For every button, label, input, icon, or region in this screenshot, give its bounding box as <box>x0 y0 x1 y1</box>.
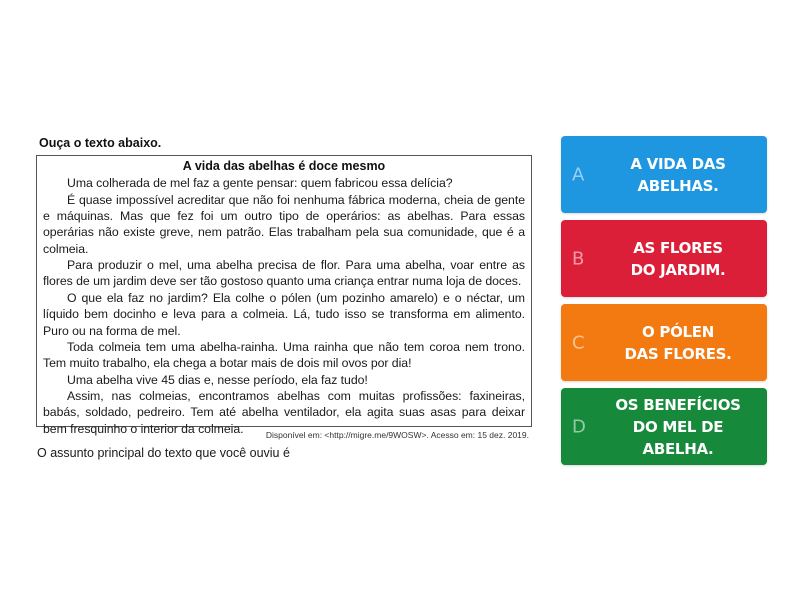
answer-letter: A <box>572 164 585 185</box>
passage-paragraph: Para produzir o mel, uma abelha precisa de flor. Para uma abelha, voar entre as flores de um jardim deve ser tão gostoso quanto uma criança entrar numa loja de doces. <box>43 258 525 289</box>
answer-label-line: OS BENEFÍCIOS <box>615 395 741 414</box>
passage-title: A vida das abelhas é doce mesmo <box>182 159 386 173</box>
answer-label-line: DO MEL DE <box>632 417 724 436</box>
answer-letter: D <box>572 416 586 437</box>
answer-letter: C <box>572 332 585 353</box>
answer-label-line: AS FLORES <box>633 238 723 257</box>
passage-paragraph: Uma colherada de mel faz a gente pensar: quem fabricou essa delícia? <box>67 176 453 191</box>
answer-option-d[interactable] <box>561 388 767 465</box>
question-text: O assunto principal do texto que você ouviu é <box>37 446 290 460</box>
answer-label-line: O PÓLEN <box>642 322 714 341</box>
answer-label <box>561 237 767 281</box>
passage-paragraph: Uma abelha vive 45 dias e, nesse período, ela faz tudo! <box>67 372 368 387</box>
answer-label-line: A VIDA DAS <box>630 154 726 173</box>
passage-paragraph: O que ela faz no jardim? Ela colhe o pólen (um pozinho amarelo) e o néctar, um líquido bem docinho e leva para a colmeia. Lá, tudo isso se transforma em alimento. Puro ou na forma de mel. <box>43 290 525 338</box>
answer-letter: B <box>572 248 585 269</box>
answer-option-c[interactable] <box>561 304 767 381</box>
answer-label-line: DAS FLORES. <box>624 344 732 363</box>
answer-label-line: ABELHAS. <box>637 176 719 195</box>
answer-label <box>561 321 767 365</box>
answer-label <box>561 394 767 460</box>
passage-paragraph: Toda colmeia tem uma abelha-rainha. Uma rainha que não tem coroa nem trono. Tem muito trabalho, ela chega a botar mais de dois mil ovos por dia! <box>43 339 525 371</box>
answer-label-line: ABELHA. <box>642 439 714 458</box>
passage-paragraph: Assim, nas colmeias, encontramos abelhas com muitas profissões: faxineiras, babás, soldado, pedreiro. Tem até abelha ventilador, ela agita suas asas para deixar bem fresquinho o interior da colmeia. <box>43 388 525 436</box>
answer-option-a[interactable] <box>561 136 767 213</box>
passage-paragraph: É quase impossível acreditar que não foi nenhuma fábrica moderna, cheia de gente e máquinas. Mas que fez foi um outro tipo de operários: as abelhas. Para essas operárias não existe greve, nem patrão. Elas trabalham pela sua comunidade, que é a colmeia. <box>43 192 525 256</box>
answer-label <box>561 153 767 197</box>
answer-option-b[interactable] <box>561 220 767 297</box>
passage-source: Disponível em: <http://migre.me/9WOSW>. Acesso em: 15 dez. 2019. <box>265 430 529 440</box>
instruction-text: Ouça o texto abaixo. <box>39 136 162 150</box>
answer-options <box>561 136 767 472</box>
answer-label-line: DO JARDIM. <box>630 260 726 279</box>
